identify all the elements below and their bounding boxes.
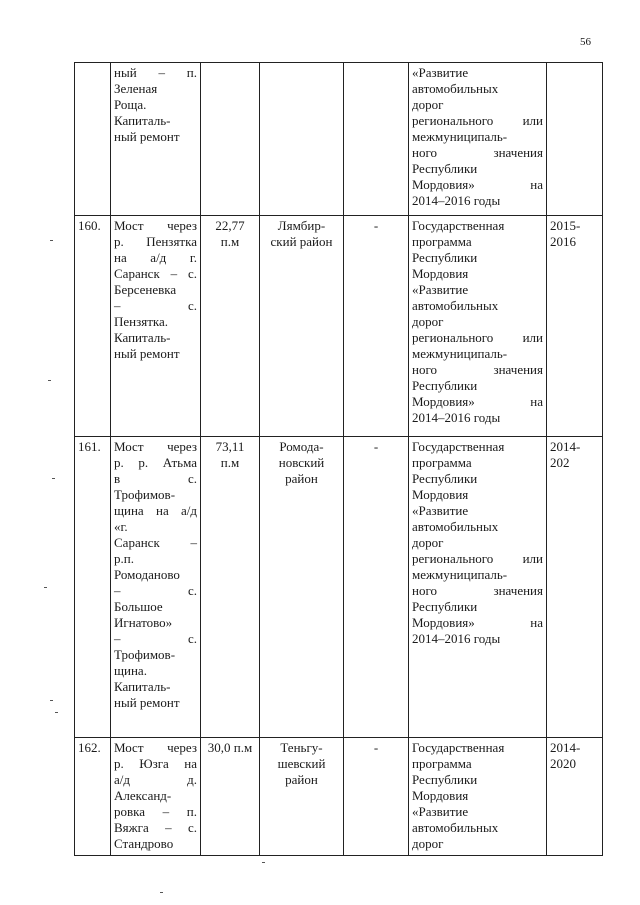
cell-line: – с. [114, 631, 197, 646]
cell-line: дорог [412, 97, 444, 112]
funding-cell [344, 437, 409, 738]
dash-value: - [373, 740, 379, 755]
program-cell [409, 738, 547, 856]
scan-speck [262, 862, 265, 863]
cell-line: «г. [114, 519, 128, 534]
cell-line: 2015- [550, 218, 581, 233]
cell-line: р.п. [114, 551, 134, 566]
program-cell [409, 63, 547, 216]
cell-line: Ромоданово [114, 567, 180, 582]
years-cell [547, 216, 603, 437]
table-row [75, 437, 603, 738]
cell-line: Мордовия [412, 788, 469, 803]
scan-speck [55, 712, 58, 713]
cell-line: Вяжга – с. [114, 820, 197, 835]
district-cell [260, 738, 344, 856]
cell-line: Зеленая [114, 81, 158, 96]
cell-line: Капиталь- [114, 330, 171, 345]
row-number-cell [75, 437, 111, 738]
cell-line: 202 [550, 455, 570, 470]
cell-line: а/д д. [114, 772, 197, 787]
cell-line: ного значения [412, 145, 543, 160]
cell-line: Республики [412, 772, 478, 787]
district-cell [260, 437, 344, 738]
funding-cell [344, 738, 409, 856]
table-body [75, 63, 603, 856]
cell-line: щина. [114, 663, 147, 678]
cell-line: Капиталь- [114, 113, 171, 128]
cell-line: район [285, 471, 318, 486]
cell-line: ный ремонт [114, 695, 180, 710]
cell-line: Берсеневка [114, 282, 177, 297]
cell-line: Ромода- [279, 439, 324, 454]
table-row [75, 216, 603, 437]
cell-line: автомобильных [412, 298, 499, 313]
cell-line: п.м [220, 455, 240, 470]
cell-line: 2014–2016 годы [412, 410, 501, 425]
cell-line: Большое [114, 599, 163, 614]
cell-line: дорог [412, 836, 444, 851]
cell-line: р. р. Атьма [114, 455, 197, 470]
cell-line: шевский [277, 756, 326, 771]
cell-line: межмуниципаль- [412, 346, 508, 361]
cell-line: Александ- [114, 788, 172, 803]
cell-line: «Развитие [412, 804, 469, 819]
dash-value: - [373, 218, 379, 233]
cell-line: ный ремонт [114, 346, 180, 361]
cell-line: – с. [114, 583, 197, 598]
cell-line: Мордовия [412, 266, 469, 281]
cell-line: автомобильных [412, 81, 499, 96]
cell-line: Мордовия» на [412, 615, 543, 630]
cell-line: Республики [412, 471, 478, 486]
table-row [75, 738, 603, 856]
cell-line: 2016 [550, 234, 576, 249]
cell-line: Роща. [114, 97, 147, 112]
cell-line: 2020 [550, 756, 576, 771]
cell-line: «Развитие [412, 503, 469, 518]
cell-line: Стандрово [114, 836, 174, 851]
funding-cell [344, 63, 409, 216]
cell-line: Мост через [114, 740, 197, 755]
cell-line: Лямбир- [277, 218, 326, 233]
years-cell [547, 437, 603, 738]
cell-line: Республики [412, 250, 478, 265]
cell-line: Саранск – [114, 535, 197, 550]
district-cell [260, 216, 344, 437]
scan-speck [52, 478, 55, 479]
object-name-cell [111, 216, 201, 437]
cell-line: 73,11 [215, 439, 245, 454]
cell-line: регионального или [412, 113, 543, 128]
cell-line: Государственная [412, 740, 505, 755]
length-cell [201, 63, 260, 216]
cell-line: Республики [412, 161, 478, 176]
cell-line: 22,77 [215, 218, 245, 233]
cell-line: Мордовия» на [412, 394, 543, 409]
row-number-cell [75, 63, 111, 216]
length-cell [201, 437, 260, 738]
object-name-cell [111, 63, 201, 216]
cell-line: программа [412, 455, 472, 470]
cell-line: Республики [412, 599, 478, 614]
cell-line: регионального или [412, 330, 543, 345]
object-name-cell [111, 437, 201, 738]
cell-line: ного значения [412, 583, 543, 598]
cell-line: Пензятка. [114, 314, 169, 329]
cell-line: дорог [412, 535, 444, 550]
years-cell [547, 738, 603, 856]
roads-table [74, 62, 603, 856]
cell-line: 2014–2016 годы [412, 193, 501, 208]
cell-line: Трофимов- [114, 487, 176, 502]
cell-line: щина на а/д [114, 503, 197, 518]
cell-line: автомобильных [412, 519, 499, 534]
cell-line: программа [412, 234, 472, 249]
cell-line: межмуниципаль- [412, 567, 508, 582]
scan-speck [48, 380, 51, 381]
years-cell [547, 63, 603, 216]
cell-line: Государственная [412, 218, 505, 233]
cell-line: Республики [412, 378, 478, 393]
funding-cell [344, 216, 409, 437]
cell-line: р. Юзга на [114, 756, 197, 771]
table-row [75, 63, 603, 216]
cell-line: ский район [270, 234, 333, 249]
cell-line: на а/д г. [114, 250, 197, 265]
length-cell [201, 738, 260, 856]
length-cell [201, 216, 260, 437]
row-number-cell [75, 738, 111, 856]
cell-line: 2014–2016 годы [412, 631, 501, 646]
cell-line: 2014- [550, 439, 581, 454]
cell-line: ного значения [412, 362, 543, 377]
cell-line: межмуниципаль- [412, 129, 508, 144]
cell-line: Теньгу- [280, 740, 323, 755]
row-number-cell [75, 216, 111, 437]
cell-line: в с. [114, 471, 197, 486]
scan-speck [50, 240, 53, 241]
cell-line: – с. [114, 298, 197, 313]
row-number: 162. [78, 740, 101, 755]
cell-line: ный – п. [114, 65, 197, 80]
row-number: 161. [78, 439, 101, 454]
program-cell [409, 216, 547, 437]
cell-line: Капиталь- [114, 679, 171, 694]
cell-line: Трофимов- [114, 647, 176, 662]
cell-line: Мордовия» на [412, 177, 543, 192]
cell-line: 2014- [550, 740, 581, 755]
dash-value: - [373, 439, 379, 454]
cell-line: «Развитие [412, 282, 469, 297]
scan-speck [44, 587, 47, 588]
cell-line: район [285, 772, 318, 787]
cell-line: ровка – п. [114, 804, 197, 819]
district-cell [260, 63, 344, 216]
cell-line: Игнатово» [114, 615, 173, 630]
scan-speck [160, 892, 163, 893]
cell-line: автомобильных [412, 820, 499, 835]
page-number: 56 [580, 36, 591, 48]
cell-line: регионального или [412, 551, 543, 566]
cell-line: п.м [220, 234, 240, 249]
cell-line: новский [278, 455, 325, 470]
cell-line: Государственная [412, 439, 505, 454]
cell-line: 30,0 п.м [207, 740, 253, 755]
cell-line: ный ремонт [114, 129, 180, 144]
cell-line: дорог [412, 314, 444, 329]
scan-speck [50, 700, 53, 701]
cell-line: Мордовия [412, 487, 469, 502]
cell-line: «Развитие [412, 65, 469, 80]
cell-line: Саранск – с. [114, 266, 197, 281]
program-cell [409, 437, 547, 738]
cell-line: Мост через [114, 218, 197, 233]
cell-line: Мост через [114, 439, 197, 454]
row-number: 160. [78, 218, 101, 233]
object-name-cell [111, 738, 201, 856]
cell-line: р. Пензятка [114, 234, 197, 249]
cell-line: программа [412, 756, 472, 771]
